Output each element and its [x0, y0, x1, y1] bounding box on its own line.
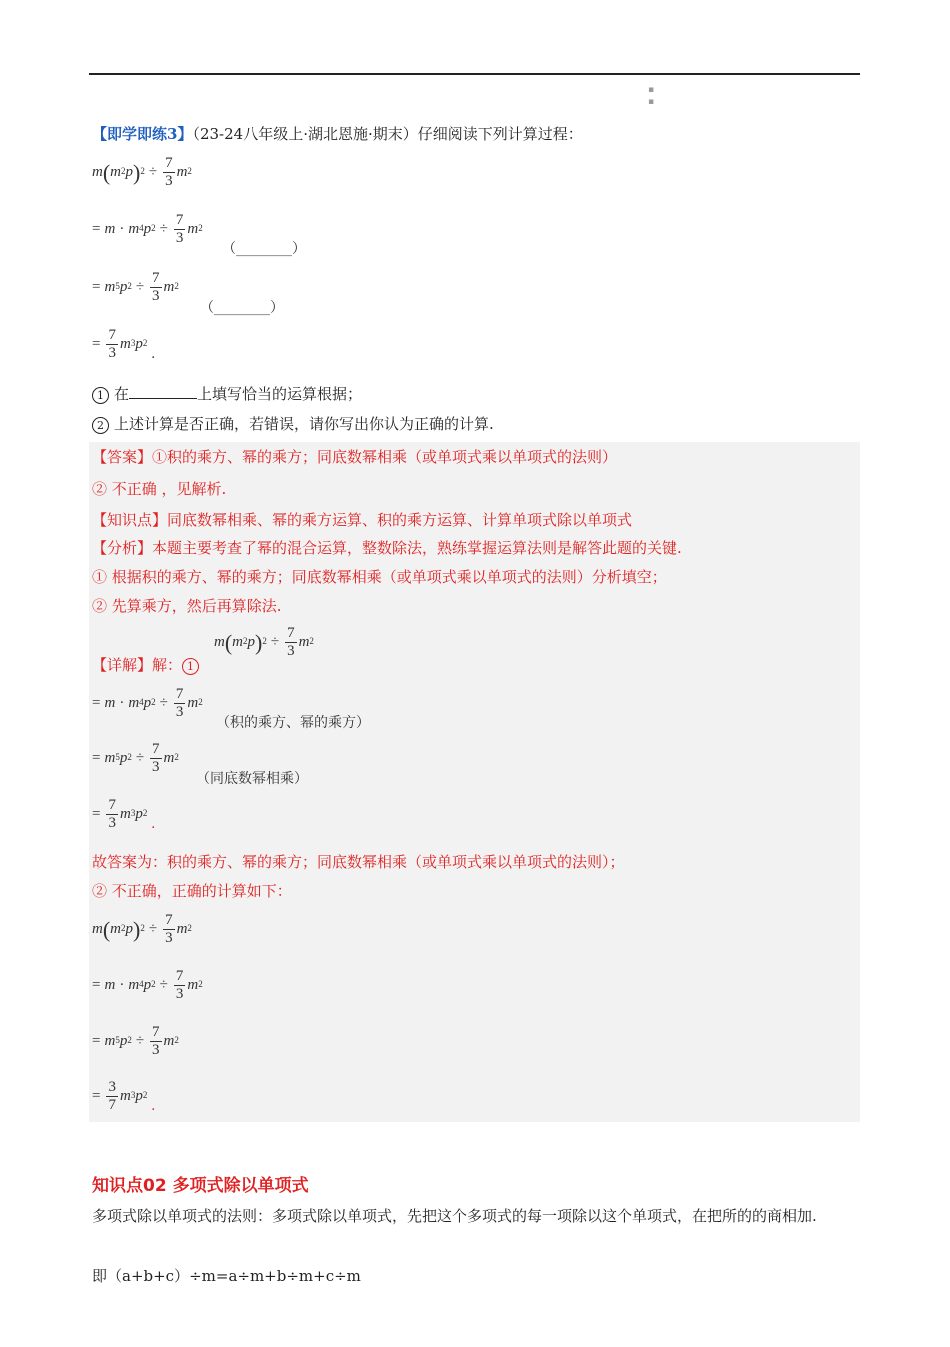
analysis: 【分析】本题主要考查了幂的混合运算，整数除法，熟练掌握运算法则是解答此题的关键.: [92, 539, 682, 557]
detail-expr-3: = m $^5$ p $^2$ ÷ $\frac{7}{3}$ m $^2$: [92, 741, 179, 775]
answer-line-2: ② 不正确 ，见解析.: [92, 480, 227, 498]
practice-title: [92, 123, 583, 144]
knowledge-point: 【知识点】同底数幂相乘、幂的乘方运算、积的乘方运算、计算单项式除以单项式: [92, 511, 633, 529]
detail-note-1: （积的乘方、幂的乘方）: [216, 715, 370, 731]
problem-expr-4: = $\frac{7}{3}$ m $^3$ p $^2$ .: [92, 327, 156, 362]
problem-expr-2: = m · m $^4$ p $^2$ ÷ $\frac{7}{3}$ m $^2$: [92, 212, 203, 246]
section-rule: 多项式除以单项式的法则：多项式除以单项式，先把这个多项式的每一项除以这个单项式，在把所的的商相加.: [92, 1207, 817, 1225]
header-dots: ▪ ▪: [648, 85, 655, 107]
detail-expr-4: = $\frac{7}{3}$ m $^3$ p $^2$ .: [92, 797, 156, 832]
detail-prefix: 【详解】解： 1: [92, 654, 204, 675]
wrong-statement: ② 不正确，正确的计算如下：: [92, 882, 292, 900]
reason-blank-2[interactable]: （________）: [200, 300, 284, 316]
section-formula: 即（a+b+c）÷m=a÷m+b÷m+c÷m: [92, 1267, 361, 1285]
section-title: 知识点02 多项式除以单项式: [92, 1176, 309, 1196]
answer-line: 【答案】①积的乘方、幂的乘方；同底数幂相乘（或单项式乘以单项式的法则）: [92, 448, 618, 466]
correct-expr-2: = m · m $^4$ p $^2$ ÷ $\frac{7}{3}$ m $^2$: [92, 968, 203, 1002]
analysis-1: ① 根据积的乘方、幂的乘方；同底数幂相乘（或单项式乘以单项式的法则）分析填空；: [92, 568, 667, 586]
analysis-2: ② 先算乘方，然后再算除法.: [92, 597, 282, 615]
problem-expr-3: = m $^5$ p $^2$ ÷ $\frac{7}{3}$ m $^2$: [92, 270, 179, 304]
reason-blank-1[interactable]: （________）: [222, 241, 306, 257]
practice-tag: 【即学即练3】: [92, 125, 193, 143]
question-2: 2 上述计算是否正确，若错误，请你写出你认为正确的计算.: [92, 413, 494, 434]
detail-expr-1: m ( m $^2$ p ) $^2$ ÷ $\frac{7}{3}$ m $^2$: [214, 625, 314, 659]
detail-note-2: （同底数幂相乘）: [196, 771, 308, 787]
practice-source: （23-24八年级上·湖北恩施·期末）仔细阅读下列计算过程：: [192, 125, 583, 143]
correct-expr-1: m ( m $^2$ p ) $^2$ ÷ $\frac{7}{3}$ m $^2$: [92, 912, 192, 946]
correct-expr-4: = $\frac{3}{7}$ m $^3$ p $^2$ .: [92, 1079, 156, 1114]
conclusion: 故答案为：积的乘方、幂的乘方；同底数幂相乘（或单项式乘以单项式的法则）；: [92, 853, 625, 871]
question-1-blank[interactable]: [129, 386, 197, 399]
question-1: 1 在 上填写恰当的运算根据；: [92, 383, 362, 404]
problem-expr-1: m ( m $^2$ p ) $^2$ ÷ $\frac{7}{3}$ m $^2$: [92, 155, 192, 189]
correct-expr-3: = m $^5$ p $^2$ ÷ $\frac{7}{3}$ m $^2$: [92, 1024, 179, 1058]
header-rule: [89, 73, 860, 75]
detail-expr-2: = m · m $^4$ p $^2$ ÷ $\frac{7}{3}$ m $^2$: [92, 686, 203, 720]
